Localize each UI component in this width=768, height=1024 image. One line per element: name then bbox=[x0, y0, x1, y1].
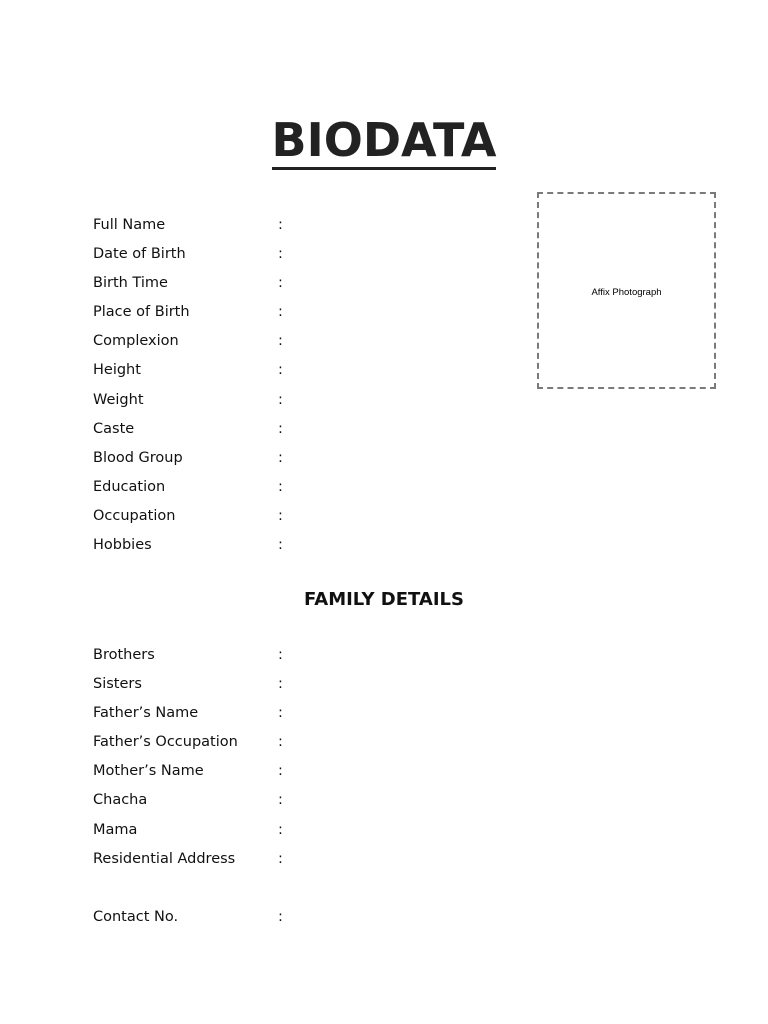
field-separator: : bbox=[278, 362, 283, 379]
field-separator: : bbox=[278, 420, 283, 437]
field-row-birth-time bbox=[93, 269, 513, 298]
field-label: Hobbies bbox=[93, 537, 152, 554]
field-separator: : bbox=[278, 850, 283, 867]
field-label: Education bbox=[93, 478, 166, 495]
field-label: Full Name bbox=[93, 217, 166, 233]
field-row-caste bbox=[93, 415, 513, 444]
field-separator: : bbox=[278, 217, 283, 233]
field-label: Date of Birth bbox=[93, 246, 186, 263]
document-title bbox=[0, 108, 768, 172]
field-row-blood-group bbox=[93, 444, 513, 473]
field-row-occupation bbox=[93, 502, 513, 531]
field-separator: : bbox=[278, 275, 283, 292]
personal-details-list bbox=[93, 211, 513, 560]
field-row-brothers bbox=[93, 641, 513, 670]
field-label: Complexion bbox=[93, 333, 179, 350]
field-separator: : bbox=[278, 676, 283, 693]
photo-placeholder-box bbox=[537, 192, 716, 389]
field-label: Weight bbox=[93, 391, 144, 408]
field-label: Mama bbox=[93, 821, 138, 838]
field-label: Chacha bbox=[93, 792, 148, 809]
field-label: Contact No. bbox=[93, 908, 179, 925]
field-row-fathers-name bbox=[93, 699, 513, 728]
field-row-date-of-birth bbox=[93, 240, 513, 269]
field-row-mothers-name bbox=[93, 757, 513, 786]
field-row-education bbox=[93, 473, 513, 502]
field-label: Caste bbox=[93, 420, 135, 437]
field-row-height bbox=[93, 356, 513, 385]
field-row-full-name bbox=[93, 211, 513, 240]
field-row-contact-no bbox=[93, 903, 513, 932]
field-label: Brothers bbox=[93, 647, 155, 663]
field-separator: : bbox=[278, 734, 283, 751]
field-row-mama bbox=[93, 816, 513, 845]
field-row-weight bbox=[93, 386, 513, 415]
field-separator: : bbox=[278, 792, 283, 809]
photo-placeholder-label: Affix Photograph bbox=[591, 287, 662, 298]
family-details-heading: FAMILY DETAILS bbox=[304, 589, 464, 610]
family-details-list bbox=[93, 641, 513, 932]
field-separator: : bbox=[278, 507, 283, 524]
field-row-fathers-occupation bbox=[93, 728, 513, 757]
field-separator: : bbox=[278, 537, 283, 554]
field-row-sisters bbox=[93, 670, 513, 699]
field-row-complexion bbox=[93, 327, 513, 356]
field-label: Height bbox=[93, 362, 141, 379]
field-row-chacha bbox=[93, 786, 513, 815]
field-separator: : bbox=[278, 449, 283, 466]
field-label: Place of Birth bbox=[93, 304, 190, 321]
field-row-place-of-birth bbox=[93, 298, 513, 327]
field-label: Father’s Name bbox=[93, 705, 199, 722]
field-row-residential-address bbox=[93, 845, 513, 874]
field-row-hobbies bbox=[93, 531, 513, 560]
field-separator: : bbox=[278, 246, 283, 263]
field-separator: : bbox=[278, 304, 283, 321]
field-separator: : bbox=[278, 705, 283, 722]
field-separator: : bbox=[278, 478, 283, 495]
field-label: Residential Address bbox=[93, 850, 236, 867]
field-separator: : bbox=[278, 821, 283, 838]
field-label: Mother’s Name bbox=[93, 763, 204, 780]
field-separator: : bbox=[278, 647, 283, 663]
field-separator: : bbox=[278, 333, 283, 350]
field-label: Occupation bbox=[93, 507, 176, 524]
field-label: Blood Group bbox=[93, 449, 183, 466]
field-label: Birth Time bbox=[93, 275, 168, 292]
field-label: Father’s Occupation bbox=[93, 734, 238, 751]
field-separator: : bbox=[278, 763, 283, 780]
field-label: Sisters bbox=[93, 676, 142, 693]
field-separator: : bbox=[278, 391, 283, 408]
document-title-text: BIODATA bbox=[272, 113, 497, 170]
field-separator: : bbox=[278, 908, 283, 925]
